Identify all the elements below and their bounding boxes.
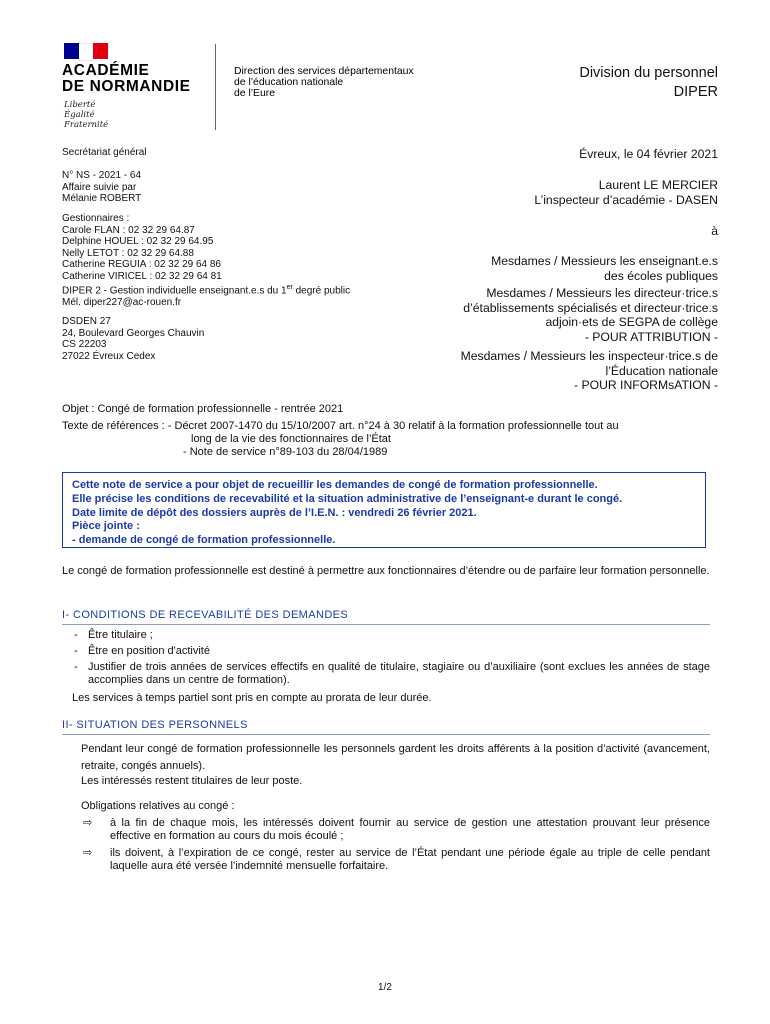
page-number: 1/2 — [378, 982, 392, 993]
summary-box: Cette note de service a pour objet de recueillir les demandes de congé de formation professionnelle. Elle précise les conditions de recevabilité et la situation administrative de l’enseignant-e durant le congé. Date limite de dépôt des dossiers auprès de l’I.E.N. : vendredi 26 février 2021. Pièce jointe : - demande de congé de formation professionnelle. — [62, 472, 706, 548]
manager-contact: Catherine VIRICEL : 02 32 29 64 81 — [62, 270, 222, 282]
republic-motto: Liberté Égalité Fraternité — [64, 100, 109, 130]
list-item: ⇨ ils doivent, à l’expiration de ce congé, rester au service de l’État pendant une période égale au triple de celle pendant laquelle aura été versée l’indemnité mensuelle forfaitaire. — [83, 847, 710, 872]
division-title: Division du personnel DIPER — [579, 65, 718, 100]
eligibility-list — [74, 629, 710, 687]
diper-service-line: DIPER 2 - Gestion individuelle enseignant.e.s du 1er degré public — [62, 284, 351, 297]
arrow-right-icon: ⇨ — [83, 817, 93, 829]
list-item: - Justifier de trois années de services effectifs en qualité de titulaire, stagiaire ou d’auxiliaire (sont exclues les années de stage accomplies dans un centre de formation). — [74, 661, 710, 686]
list-item: ⇨ à la fin de chaque mois, les intéressés doivent fournir au service de gestion une attestation prouvant leur présence effective en formation au cours du mois écoulé ; — [83, 817, 710, 842]
republic-flag-logo — [64, 43, 108, 59]
section-1-title: I- CONDITIONS DE RECEVABILITÉ DES DEMANDES — [62, 609, 710, 625]
contact-email: Mél. diper227@ac-rouen.fr — [62, 296, 182, 308]
attribution-label: - POUR ATTRIBUTION - — [584, 329, 718, 344]
manager-contact: Catherine REGUIA : 02 32 29 64 86 — [62, 259, 221, 270]
sender-signature-block — [534, 178, 718, 208]
references-block: Texte de références : - Décret 2007-1470 du 15/10/2007 art. n°24 à 30 relatif à la formation professionnelle tout au long de la vie des fonctionnaires de l’État - Note de service n°89-103 du 28/04/1989 — [62, 420, 619, 458]
manager-contact: Delphine HOUEL : 02 32 29 64.95 — [62, 236, 214, 247]
sender-title: L’inspecteur d’académie - DASEN — [534, 193, 718, 207]
manager-contact: Nelly LETOT : 02 32 29 64.88 — [62, 247, 194, 259]
sender-block: N° NS - 2021 - 64 Affaire suivie par Mélanie ROBERT — [62, 170, 142, 204]
section-2-title: II- SITUATION DES PERSONNELS — [62, 719, 710, 735]
obligations-list — [83, 817, 710, 873]
secretariat-label: Secrétariat général — [62, 147, 147, 158]
situation-paragraph: Pendant leur congé de formation professionnelle les personnels gardent les droits afférents à la position d’activité (avancement, retraite, congés annuels). — [81, 743, 710, 772]
header-divider — [215, 44, 216, 130]
list-item: - Être titulaire ; — [74, 629, 153, 641]
service-name: Direction des services départementaux de l’éducation nationale de l’Eure — [234, 66, 414, 99]
part-time-note: Les services à temps partiel sont pris en compte au prorata de leur durée. — [72, 692, 432, 704]
intro-paragraph: Le congé de formation professionnelle est destiné à permettre aux fonctionnaires d’étendre ou de parfaire leur formation personnelle. — [62, 565, 710, 577]
sender-name: Laurent LE MERCIER — [598, 178, 718, 192]
arrow-right-icon: ⇨ — [83, 847, 93, 859]
academy-name: ACADÉMIE DE NORMANDIE — [62, 62, 191, 95]
post-retention-note: Les intéressés restent titulaires de leur poste. — [81, 775, 303, 787]
information-label: - POUR INFORMsATION - — [574, 378, 718, 392]
manager-contact: Carole FLAN : 02 32 29 64.87 — [62, 224, 195, 236]
to-label: à — [711, 224, 718, 238]
recipients-block: Mesdames / Messieurs les enseignant.e.s des écoles publiques Mesdames / Messieurs les directeur·trice.s d’établissements spécialisés et directeur·trice.s adjoin·ets de SEGPA de collège - POUR ATTRIBUTION - Mesdames / Messieurs les inspecteur·trice.s de l’Éducation nationale - POUR INFORMsATION - — [460, 254, 718, 392]
managers-block: Gestionnaires : Carole FLAN : 02 32 29 64.87 Delphine HOUEL : 02 32 29 64.95 Nelly LETOT : 02 32 29 64.88 Catherine REGUIA : 02 32 29 64 86 Catherine VIRICEL : 02 32 29 64 81 DIPER 2 - Gestion individuelle enseignant.e.s du 1er degré public Mél. diper227@ac-rouen.fr — [62, 213, 351, 308]
postal-address: DSDEN 27 24, Boulevard Georges Chauvin CS 22203 27022 Évreux Cedex — [62, 316, 205, 362]
reference-number: N° NS - 2021 - 64 — [62, 170, 142, 181]
list-item: - Être en position d'activité — [74, 645, 210, 657]
letter-subject: Objet : Congé de formation professionnelle - rentrée 2021 — [62, 403, 344, 415]
case-handler: Mélanie ROBERT — [62, 193, 142, 204]
letter-date: Évreux, le 04 février 2021 — [579, 147, 718, 161]
obligations-label: Obligations relatives au congé : — [81, 800, 235, 812]
